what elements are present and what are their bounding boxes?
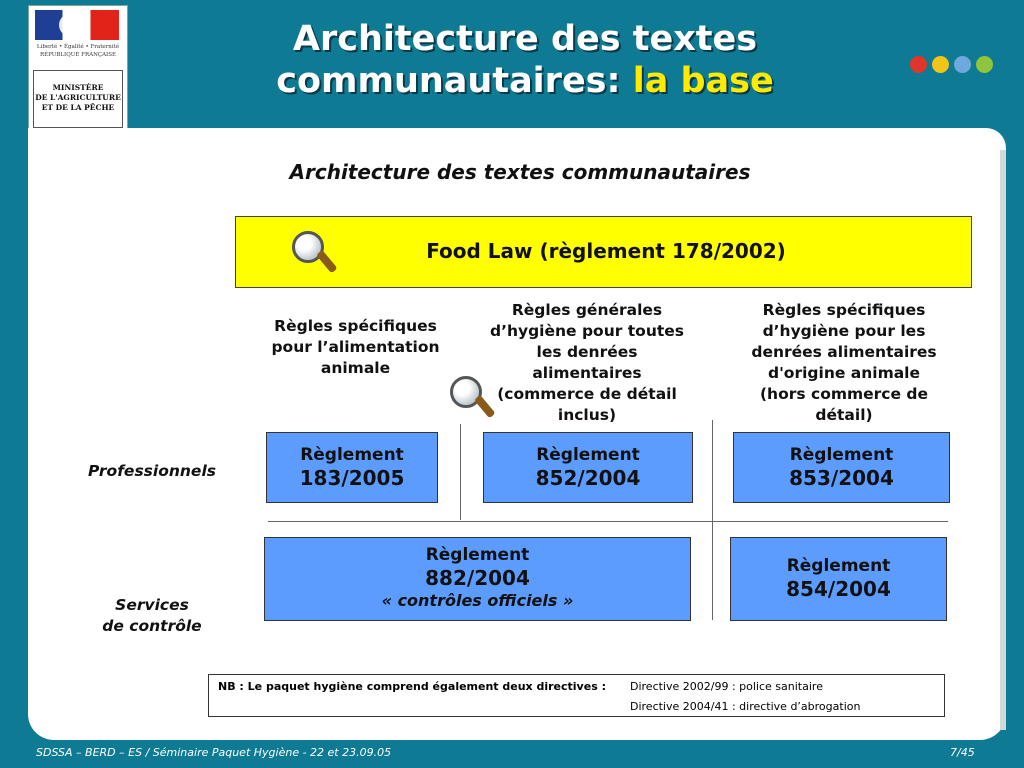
column-header-animal-origin: Règles spécifiques d’hygiène pour les denrées alimentaires d'origine animale (hors commerce de détail) [751,301,937,424]
column-divider [712,420,713,620]
marianne-icon [59,12,89,38]
row-divider [268,521,948,522]
red-dot-icon [910,56,927,73]
decorative-dots [910,56,998,74]
column-header-general-hygiene: Règles générales d’hygiène pour toutes les denrées alimentaires (commerce de détail inclus) [489,301,685,424]
footer-text: SDSSA – BERD – ES / Séminaire Paquet Hygiène - 22 et 23.09.05 [36,746,392,759]
ministry-logo [28,5,128,131]
column-header-animal-feed: Règles spécifiques pour l’alimentation animale [271,317,440,377]
food-law-label: Food Law (règlement 178/2002) [426,239,786,263]
green-dot-icon [976,56,993,73]
yellow-dot-icon [932,56,949,73]
regulation-852-2004: Règlement 852/2004 [483,432,693,503]
ministry-name: MINISTÈRE DE L'AGRICULTURE ET DE LA PÊCHE [35,83,121,112]
food-law-box [235,216,972,288]
row-label-professionals: Professionnels [88,462,216,480]
ministry-frame [33,70,123,128]
directive-2002-99: Directive 2002/99 : police sanitaire [630,680,823,693]
directive-2004-41: Directive 2004/41 : directive d’abrogation [630,700,861,713]
nb-note-box [208,674,945,717]
page-number: 7/45 [950,746,975,759]
diagram-subtitle: Architecture des textes communautaires [289,160,751,184]
column-divider [460,424,461,520]
logo-motto: Liberté • Égalité • Fraternité RÉPUBLIQUE FRANÇAISE [36,44,120,58]
regulation-853-2004: Règlement 853/2004 [733,432,950,503]
nb-lead-text: NB : Le paquet hygiène comprend également deux directives : [218,680,606,693]
slide-title: Architecture des textes communautaires: la base [276,19,774,101]
card-shadow [1000,150,1006,730]
magnifier-icon [448,374,496,426]
regulation-882-2004: Règlement 882/2004 « contrôles officiels » [264,537,691,621]
regulation-183-2005: Règlement 183/2005 [266,432,438,503]
blue-dot-icon [954,56,971,73]
row-label-control-services: Services de contrôle [102,596,202,635]
regulation-854-2004: Règlement 854/2004 [730,537,947,621]
magnifier-icon [290,229,338,281]
